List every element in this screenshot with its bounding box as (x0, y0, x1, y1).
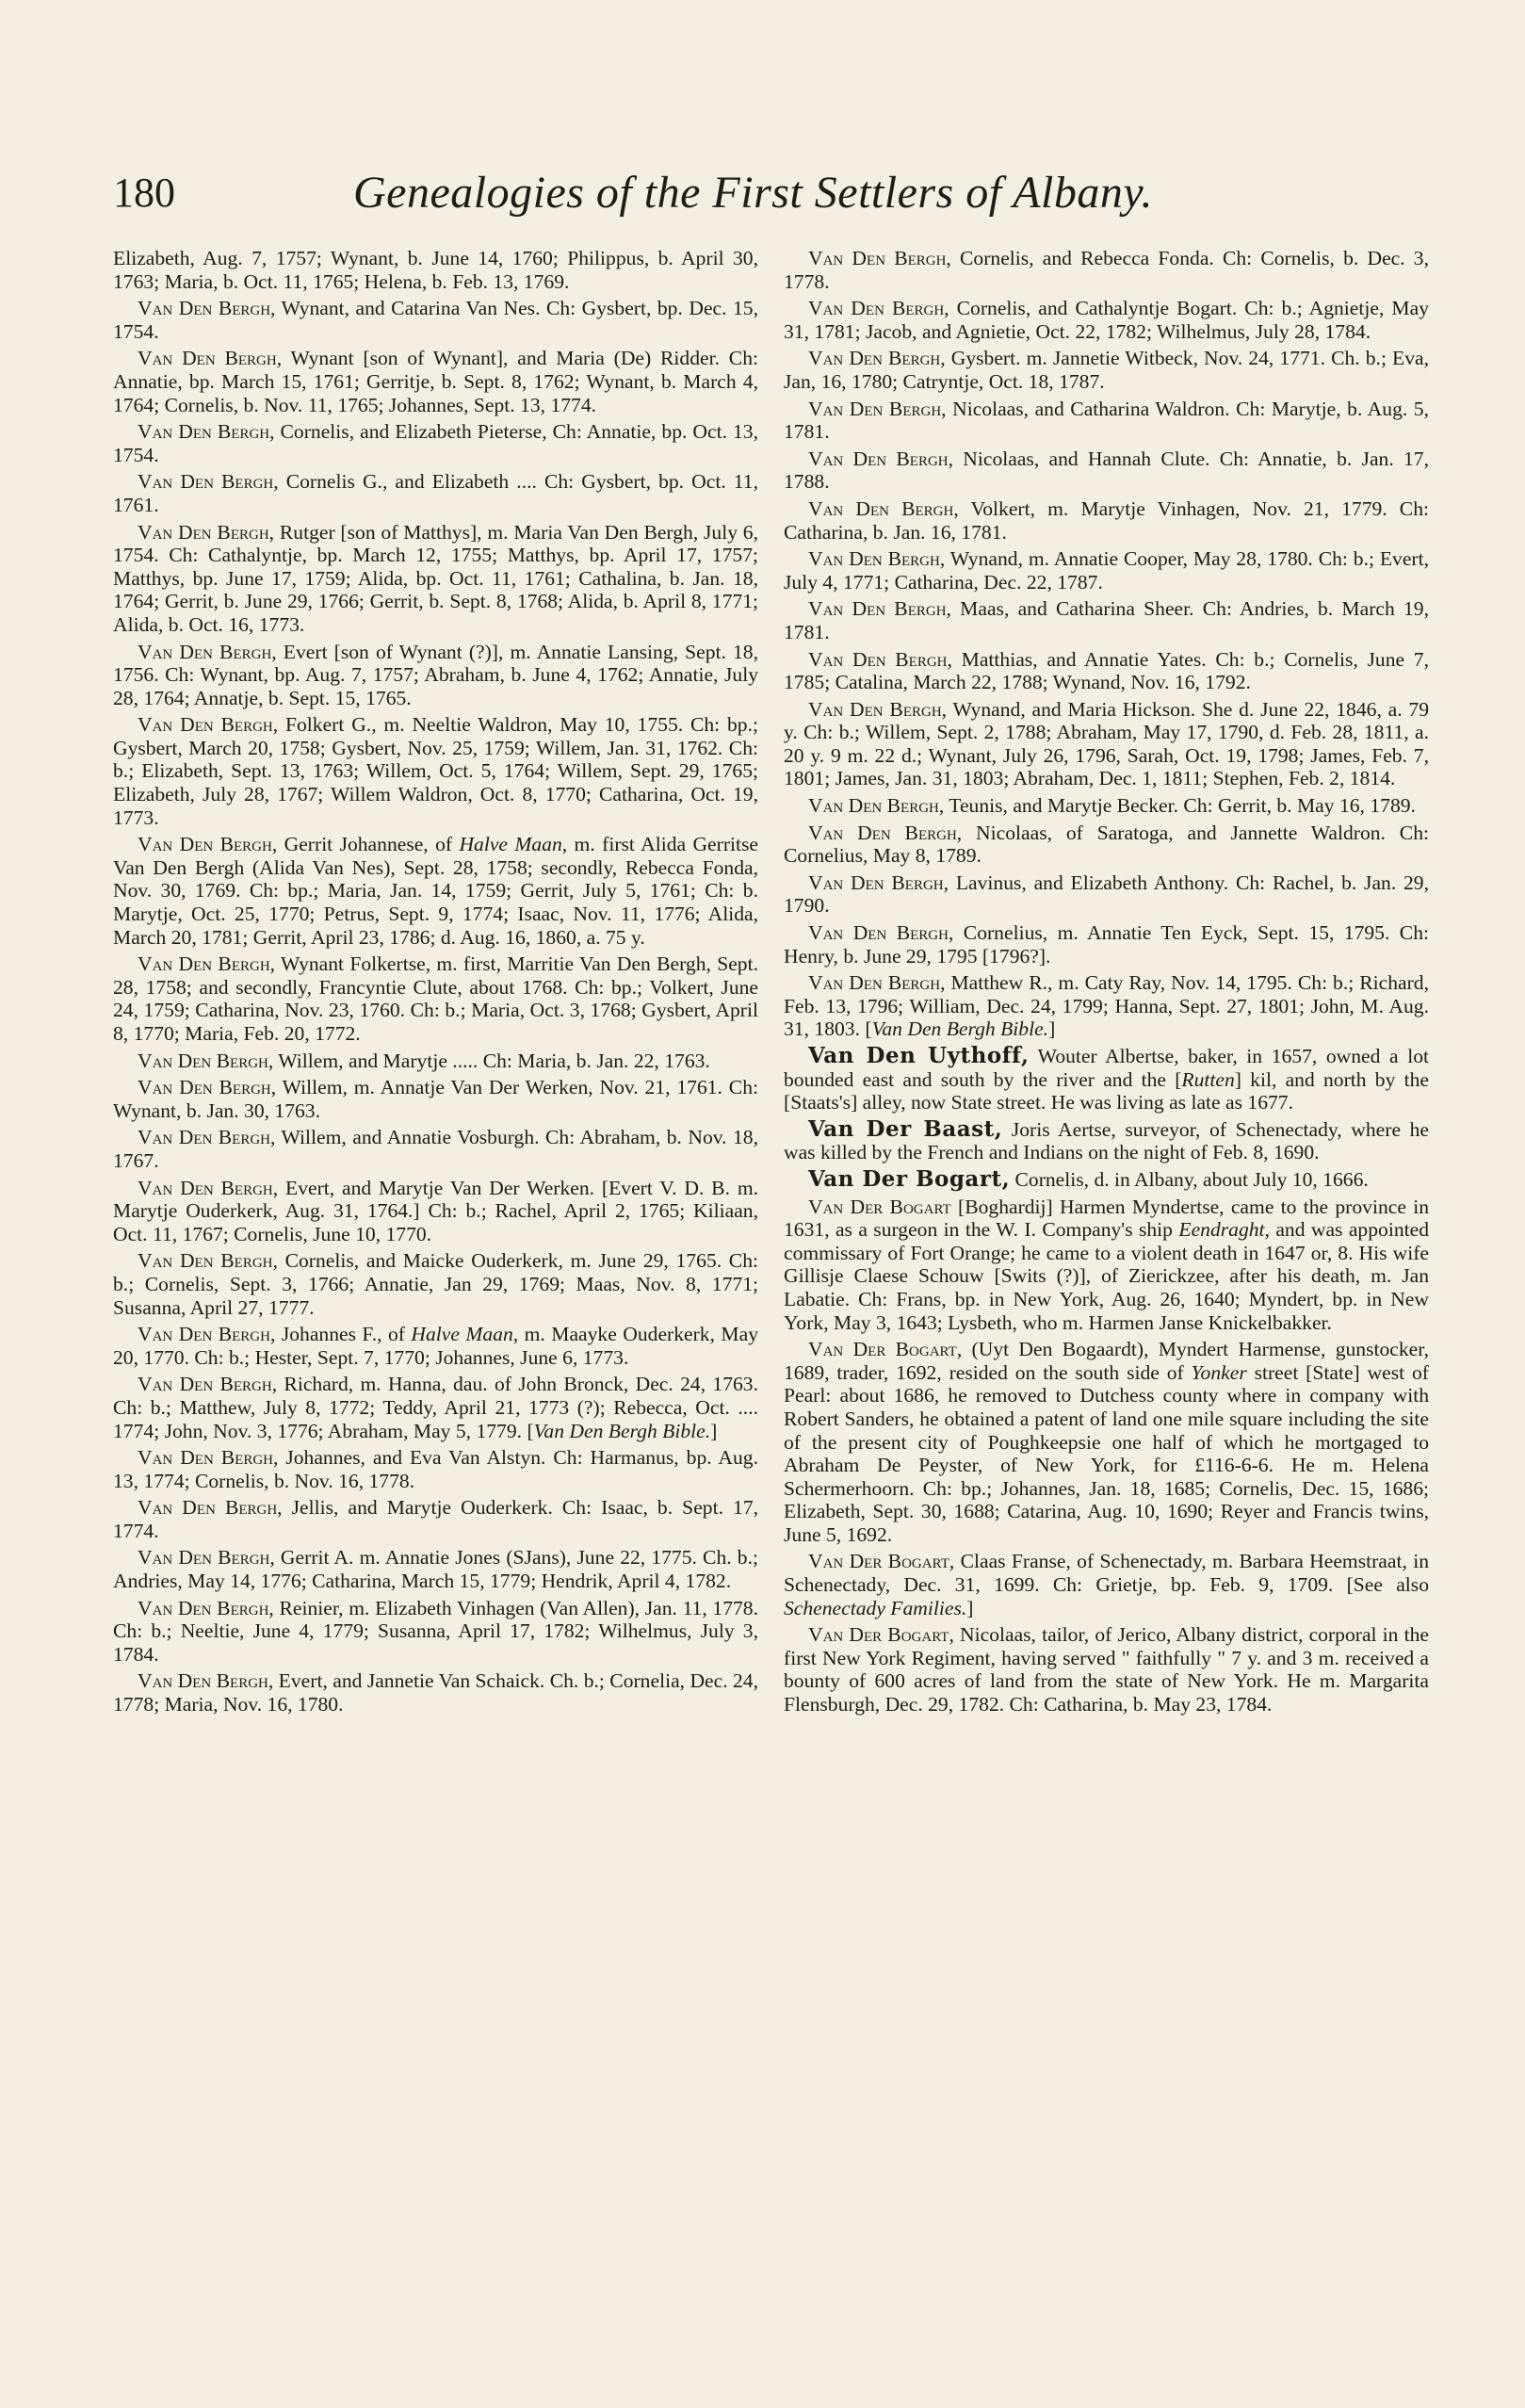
entry-text: Reinier, m. Elizabeth Vinhagen (Van Allen), Jan. 11, 1778. Ch: b.; Neeltie, June 4, 1779; Susanna, April 17, 1782; Wilhelmus, July 3, 1784. (113, 1596, 759, 1666)
entry-heading: Van Den Bergh, (138, 1496, 283, 1520)
entry-heading: Van Den Bergh, (808, 547, 946, 571)
genealogy-entry (784, 1115, 1429, 1164)
entry-text: Matthias, and Annatie Yates. Ch: b.; Cornelis, June 7, 1785; Catalina, March 22, 1788; Wynand, Nov. 16, 1792. (784, 647, 1429, 694)
entry-heading: Van Den Bergh, (808, 921, 954, 945)
entry-heading: Van Der Bogart, (808, 1623, 954, 1647)
right-column (784, 247, 1429, 1720)
entry-text: Richard, m. Hanna, dau. of John Bronck, Dec. 24, 1763. Ch: b.; Matthew, July 8, 1772; Teddy, April 21, 1773 (?); Rebecca, Oct. .... 1774; John, Nov. 3, 1776; Abraham, May 5, 1779. [Van Den Bergh Bible.] (113, 1373, 758, 1442)
entry-text: Gerrit Johannese, of Halve Maan, m. first Alida Gerritse Van Den Bergh (Alida Van Nes), Sept. 28, 1758; secondly, Rebecca Fonda, Nov. 30, 1769. Ch: bp.; Maria, Jan. 14, 1759; Gerrit, July 5, 1761; Ch: b. Marytje, Oct. 25, 1770; Petrus, Sept. 9, 1774; Isaac, Nov. 11, 1776; Alida, March 20, 1781; Gerrit, April 23, 1786; d. Aug. 16, 1860, a. 75 y. (113, 833, 758, 949)
genealogy-entry (784, 1623, 1429, 1716)
entry-heading: Van Den Bergh, (808, 870, 949, 894)
genealogy-entry (784, 398, 1429, 444)
genealogy-entry (784, 921, 1429, 968)
genealogy-entry (113, 1546, 758, 1592)
genealogy-entry (784, 597, 1429, 643)
entry-text: Willem, and Annatie Vosburgh. Ch: Abraham, b. Nov. 18, 1767. (113, 1126, 758, 1172)
entry-heading: Van Der Bogart, (808, 1550, 955, 1573)
entry-text: [Boghardij] Harmen Myndertse, came to the province in 1631, as a surgeon in the W. I. Company's ship Eendraght, and was appointed commissary of Fort Orange; he came to a violent death in 1647 or, 8. His wife Gillisje Claese Schouw [Swits (?)], of Zierickzee, after his death, m. Jan Labatie. Ch: Frans, bp. in New York, Aug. 26, 1640; Myndert, bp. in New York, May 3, 1643; Lysbeth, who m. Harmen Janse Knickelbakker. (784, 1195, 1429, 1334)
genealogy-entry (784, 822, 1429, 868)
genealogy-entry (113, 1669, 758, 1716)
genealogy-entry (113, 1126, 758, 1172)
genealogy-entry (113, 297, 758, 343)
entry-heading: Van Den Bergh, (808, 971, 946, 995)
genealogy-entry (784, 971, 1429, 1041)
entry-text: Claas Franse, of Schenectady, m. Barbara Heemstraat, in Schenectady, Dec. 31, 1699. Ch: Grietje, bp. Feb. 9, 1709. [See also Schenectady Families.] (784, 1550, 1429, 1619)
entry-text: Willem, and Marytje ..... Ch: Maria, b. Jan. 22, 1763. (273, 1049, 710, 1072)
entry-heading: Van Der Baast, (808, 1115, 1003, 1142)
entry-heading: Van Den Bergh, (808, 247, 951, 269)
entry-text: Elizabeth, Aug. 7, 1757; Wynant, b. June 14, 1760; Philippus, b. April 30, 1763; Maria, b. Oct. 11, 1765; Helena, b. Feb. 13, 1769. (113, 247, 758, 293)
entry-heading: Van Den Bergh, (138, 297, 276, 320)
entry-text: Gerrit A. m. Annatie Jones (SJans), June 22, 1775. Ch. b.; Andries, May 14, 1776; Catharina, March 15, 1779; Hendrik, April 4, 1782. (113, 1546, 758, 1593)
entry-heading: Van Den Bergh, (138, 420, 275, 444)
entry-heading: Van Den Bergh, (808, 597, 951, 621)
entry-heading: Van Den Bergh, (138, 1446, 279, 1470)
genealogy-entry (784, 1338, 1429, 1546)
entry-heading: Van Den Bergh, (138, 1049, 274, 1072)
entry-text: Wynand, m. Annatie Cooper, May 28, 1780. Ch: b.; Evert, July 4, 1771; Catharina, Dec. 22, 1787. (784, 547, 1429, 594)
entry-text: Evert [son of Wynant (?)], m. Annatie Lansing, Sept. 18, 1756. Ch: Wynant, bp. Aug. 7, 1757; Abraham, b. June 4, 1762; Annatie, July 28, 1764; Annatje, b. Sept. 15, 1765. (113, 640, 758, 709)
entry-text: Matthew R., m. Caty Ray, Nov. 14, 1795. Ch: b.; Richard, Feb. 13, 1796; William, Dec. 24, 1799; Hanna, Sept. 27, 1801; John, M. Aug. 31, 1803. [Van Den Bergh Bible.] (784, 971, 1429, 1041)
entry-text: Evert, and Marytje Van Der Werken. [Evert V. D. B. m. Marytje Ouderkerk, Aug. 31, 1764.] Ch: b.; Rachel, April 2, 1765; Kiliaan, Oct. 11, 1767; Cornelis, June 10, 1770. (113, 1176, 759, 1245)
entry-text: Lavinus, and Elizabeth Anthony. Ch: Rachel, b. Jan. 29, 1790. (784, 870, 1430, 918)
entry-text: Volkert, m. Marytje Vinhagen, Nov. 21, 1779. Ch: Catharina, b. Jan. 16, 1781. (784, 496, 1430, 544)
genealogy-entry (113, 1496, 758, 1542)
left-column (113, 247, 758, 1720)
entry-text: Nicolaas, of Saratoga, and Jannette Waldron. Ch: Cornelius, May 8, 1789. (784, 821, 1430, 868)
genealogy-entry (113, 1323, 758, 1369)
entry-text: Johannes, and Eva Van Alstyn. Ch: Harmanus, bp. Aug. 13, 1774; Cornelis, b. Nov. 16, 1778. (113, 1446, 758, 1492)
entry-text: Cornelis G., and Elizabeth .... Ch: Gysbert, bp. Oct. 11, 1761. (113, 470, 758, 516)
entry-heading: Van Den Bergh, (808, 496, 959, 520)
genealogy-entry (784, 1165, 1429, 1192)
genealogy-entry (784, 347, 1429, 393)
genealogy-entry (113, 247, 758, 293)
genealogy-entry (113, 521, 758, 637)
genealogy-entry (113, 1049, 758, 1073)
entry-heading: Van Der Bogart, (808, 1165, 1011, 1192)
entry-heading: Van Den Bergh, (808, 297, 949, 320)
genealogy-entry (113, 1446, 758, 1492)
entry-text: Joris Aertse, surveyor, of Schenectady, where he was killed by the French and Indians on the night of Feb. 8, 1690. (784, 1117, 1429, 1164)
genealogy-entry (784, 1045, 1429, 1115)
genealogy-entry (784, 648, 1429, 694)
entry-text: Nicolaas, and Catharina Waldron. Ch: Marytje, b. Aug. 5, 1781. (784, 397, 1430, 444)
entry-text: Nicolaas, tailor, of Jerico, Albany district, corporal in the first New York Regiment, having served " faithfully " 7 y. and 3 m. received a bounty of 600 acres of land from the state of New York. He m. Margarita Flensburgh, Dec. 29, 1782. Ch: Catharina, b. May 23, 1784. (784, 1623, 1429, 1717)
entry-text: (Uyt Den Bogaardt), Myndert Harmense, gunstocker, 1689, trader, 1692, resided on the south side of Yonker street [State] west of Pearl: about 1686, he removed to Dutchess county where in company with Robert Sanders, he obtained a patent of land one mile square including the site of the present city of Poughkeepsie one half of which he mortgaged to Abraham De Peyster, of New York, for £116-6-6. He m. Helena Schermerhoorn. Ch: bp.; Johannes, Jan. 18, 1685; Cornelis, Dec. 15, 1686; Elizabeth, Sept. 30, 1688; Catarina, Aug. 10, 1690; Reyer and Francis twins, June 5, 1692. (784, 1338, 1429, 1546)
entry-heading: Van Den Bergh, (138, 1596, 274, 1619)
entry-text: Cornelis, and Rebecca Fonda. Ch: Cornelis, b. Dec. 3, 1778. (784, 247, 1430, 293)
entry-text: Nicolaas, and Hannah Clute. Ch: Annatie, b. Jan. 17, 1788. (784, 447, 1429, 494)
genealogy-entry (784, 247, 1429, 293)
entry-heading: Van Der Bogart, (808, 1338, 963, 1361)
entry-text: Teunis, and Marytje Becker. Ch: Gerrit, b. May 16, 1789. (944, 794, 1416, 818)
genealogy-entry (113, 470, 758, 516)
genealogy-entry (113, 1177, 758, 1246)
genealogy-entry (784, 871, 1429, 918)
entry-text: Johannes F., of Halve Maan, m. Maayke Ouderkerk, May 20, 1770. Ch: b.; Hester, Sept. 7, 1770; Johannes, June 6, 1773. (113, 1323, 759, 1369)
genealogy-entry (784, 447, 1429, 494)
page-number: 180 (113, 170, 175, 216)
entry-heading: Van Den Uythoff, (808, 1043, 1030, 1068)
genealogy-entry (113, 833, 758, 949)
entry-text: Cornelis, and Elizabeth Pieterse, Ch: Annatie, bp. Oct. 13, 1754. (113, 420, 758, 466)
entry-heading: Van Den Bergh, (138, 1249, 278, 1273)
entry-heading: Van Den Bergh, (138, 640, 277, 663)
genealogy-entry (113, 1597, 758, 1667)
entry-text: Wynant Folkertse, m. first, Marritie Van Den Bergh, Sept. 28, 1758; and secondly, Francyntie Clute, about 1768. Ch: bp.; Volkert, June 24, 1759; Catharina, Nov. 23, 1760. Ch: b.; Maria, Oct. 3, 1768; Gysbert, April 8, 1770; Maria, Feb. 20, 1772. (113, 952, 758, 1045)
entry-text: Cornelis, d. in Albany, about July 10, 1666. (1010, 1167, 1369, 1191)
entry-text: Wouter Albertse, baker, in 1657, owned a lot bounded east and south by the river and the [Rutten] kil, and north by the [Staats's] alley, now State street. He was living as late as 1677. (784, 1045, 1430, 1115)
entry-heading: Van Den Bergh, (808, 447, 954, 470)
entry-heading: Van Den Bergh, (808, 397, 947, 420)
entry-text: Folkert G., m. Neeltie Waldron, May 10, 1755. Ch: bp.; Gysbert, March 20, 1758; Gysbert, Nov. 25, 1759; Willem, Jan. 31, 1762. Ch: b.; Elizabeth, Sept. 13, 1763; Willem, Oct. 5, 1764; Willem, Sept. 29, 1765; Elizabeth, July 28, 1767; Willem Waldron, Oct. 8, 1770; Catharina, Oct. 19, 1773. (113, 713, 758, 829)
genealogy-entry (113, 1249, 758, 1319)
genealogy-entry (784, 698, 1429, 790)
entry-text: Maas, and Catharina Sheer. Ch: Andries, b. March 19, 1781. (784, 597, 1429, 643)
genealogy-entry (784, 794, 1429, 818)
genealogy-entry (113, 713, 758, 829)
entry-text: Wynand, and Maria Hickson. She d. June 22, 1846, a. 79 y. Ch: b.; Willem, Sept. 2, 1788; Abraham, May 17, 1790, d. Feb. 28, 1811, a. 20 y. 9 m. 22 d.; Wynant, July 26, 1796, Sarah, Oct. 19, 1798; James, Feb. 7, 1801; James, Jan. 31, 1803; Abraham, Dec. 1, 1811; Stephen, Feb. 2, 1814. (784, 697, 1429, 790)
genealogy-entry (784, 497, 1429, 544)
entry-text: Cornelis, and Cathalyntje Bogart. Ch: b.; Agnietje, May 31, 1781; Jacob, and Agnietie, Oct. 22, 1782; Wilhelmus, July 28, 1784. (784, 297, 1429, 343)
entry-heading: Van Den Bergh, (138, 952, 276, 976)
genealogy-entry (113, 420, 758, 466)
entry-text: Jellis, and Marytje Ouderkerk. Ch: Isaac, b. Sept. 17, 1774. (113, 1496, 759, 1542)
entry-text: Willem, m. Annatje Van Der Werken, Nov. 21, 1761. Ch: Wynant, b. Jan. 30, 1763. (113, 1076, 758, 1122)
entry-heading: Van Den Bergh, (138, 1323, 276, 1346)
entry-text: Rutger [son of Matthys], m. Maria Van Den Bergh, July 6, 1754. Ch: Cathalyntje, bp. March 12, 1755; Matthys, bp. April 17, 1757; Matthys, bp. June 17, 1759; Alida, bp. Oct. 11, 1761; Cathalina, b. Jan. 18, 1764; Gerrit, b. June 29, 1766; Gerrit, b. Sept. 8, 1768; Alida, b. April 8, 1771; Alida, b. Oct. 16, 1773. (113, 520, 759, 636)
entry-heading: Van Den Bergh, (138, 713, 279, 737)
entry-heading: Van Den Bergh, (808, 647, 952, 671)
entry-heading: Van Den Bergh, (138, 520, 275, 544)
running-title: Genealogies of the First Settlers of Albany. (353, 168, 1154, 218)
genealogy-entry (784, 1550, 1429, 1619)
entry-heading: Van Den Bergh, (138, 833, 278, 856)
entry-heading: Van Den Bergh, (808, 697, 948, 721)
genealogy-entry (113, 1373, 758, 1442)
entry-heading: Van Den Bergh, (808, 794, 945, 818)
entry-text: Wynant [son of Wynant], and Maria (De) Ridder. Ch: Annatie, bp. March 15, 1761; Gerritje, b. Sept. 8, 1762; Wynant, b. March 4, 1764; Cornelis, b. Nov. 11, 1765; Johannes, Sept. 13, 1774. (113, 347, 758, 416)
genealogy-entry (784, 1196, 1429, 1335)
entry-heading: Van Den Bergh, (138, 347, 283, 370)
page-header (113, 165, 1427, 231)
entry-text: Wynant, and Catarina Van Nes. Ch: Gysbert, bp. Dec. 15, 1754. (113, 297, 759, 343)
entry-heading: Van Den Bergh, (138, 470, 279, 494)
genealogy-entry (784, 297, 1429, 343)
genealogy-entry (113, 952, 758, 1045)
genealogy-entry (784, 547, 1429, 594)
entry-heading: Van Den Bergh, (138, 1176, 279, 1199)
genealogy-entry (113, 347, 758, 416)
entry-heading: Van Den Bergh, (138, 1126, 276, 1149)
genealogy-entry (113, 1076, 758, 1122)
entry-text: Evert, and Jannetie Van Schaick. Ch. b.; Cornelia, Dec. 24, 1778; Maria, Nov. 16, 1780. (113, 1669, 758, 1717)
entry-text: Cornelis, and Maicke Ouderkerk, m. June 29, 1765. Ch: b.; Cornelis, Sept. 3, 1766; Annatie, Jan 29, 1769; Maas, Nov. 8, 1771; Susanna, April 27, 1777. (113, 1249, 758, 1319)
entry-text: Gysbert. m. Jannetie Witbeck, Nov. 24, 1771. Ch. b.; Eva, Jan, 16, 1780; Catryntje, Oct. 18, 1787. (784, 347, 1429, 393)
entry-heading: Van Den Bergh, (138, 1373, 278, 1396)
entry-heading: Van Den Bergh, (138, 1546, 275, 1570)
entry-heading: Van Der Bogart (808, 1195, 951, 1218)
entry-heading: Van Den Bergh, (808, 821, 963, 844)
genealogy-entry (113, 641, 758, 710)
entry-heading: Van Den Bergh, (138, 1669, 274, 1693)
entry-heading: Van Den Bergh, (808, 347, 946, 370)
entry-heading: Van Den Bergh, (138, 1076, 277, 1099)
entry-text: Cornelius, m. Annatie Ten Eyck, Sept. 15, 1795. Ch: Henry, b. June 29, 1795 [1796?]. (784, 921, 1429, 968)
